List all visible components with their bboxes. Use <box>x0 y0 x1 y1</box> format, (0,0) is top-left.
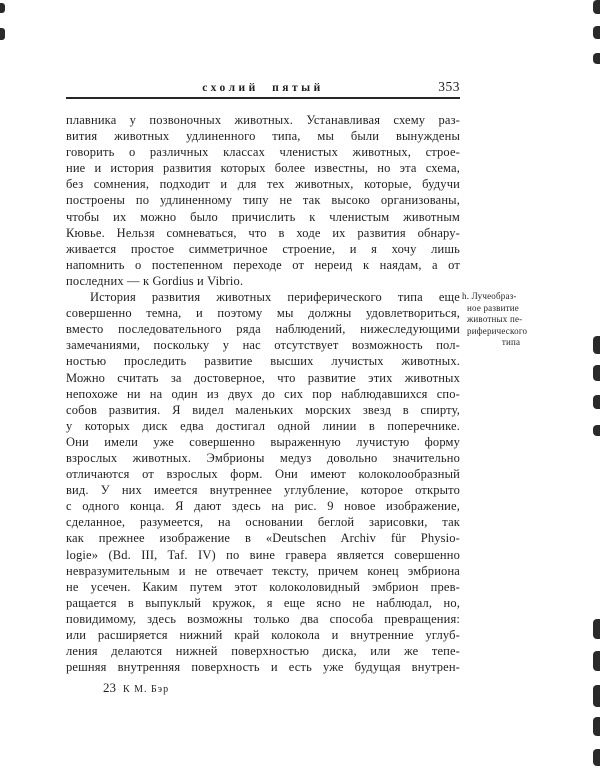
text-line: с одного конца. Я дают здесь на рис. 9 новое изображение, <box>66 499 460 514</box>
text-line: вития животных удлиненного типа, мы были вынуждены <box>66 129 460 144</box>
text-line: как прежнее изображение в «Deutschen Archiv für Physio- <box>66 531 460 546</box>
margin-note-line: типа <box>501 337 521 348</box>
text-line: живается простое симметричное строение, и я хочу лишь <box>66 241 460 256</box>
signature-number: 23 <box>103 680 116 695</box>
scan-mark <box>593 749 600 766</box>
signature-name: К М. Бэр <box>123 684 170 695</box>
text-line: отличаются от взрослых форм. Они имеют колоколообразный <box>66 467 460 482</box>
text-line: ние и история развития которых более известны, но эта схема, <box>66 161 460 176</box>
text-line: повидимому, здесь возможны только два способа превращения: <box>66 611 460 626</box>
text-line: или расширяется нижний край колокола и внутренние углуб- <box>66 628 460 642</box>
text-line: построены по удлиненному типу не так высоко организованы, <box>66 193 460 208</box>
text-line: Они имели уже совершенно выраженную лучистую форму <box>66 434 460 449</box>
text-line: ращается в выпуклый кружок, я еще ясно не наблюдал, но, <box>66 595 460 610</box>
margin-note-line: животных пе- <box>467 314 523 325</box>
text-line: напомнить о постепенном переходе от нереид к наядам, а от <box>66 257 460 272</box>
page-number: 353 <box>438 79 460 94</box>
running-title: схолий пятый <box>202 82 324 94</box>
text-line: плавника у позвоночных животных. Устанавливая схему раз- <box>66 113 460 127</box>
text-line: непохоже ни на один из двух до сих пор наблюдавшихся спо- <box>66 386 460 401</box>
text-line: невразумительным и не отвечает тексту, причем конец эмбриона <box>66 563 460 578</box>
margin-note <box>462 291 560 349</box>
scan-mark <box>593 26 600 39</box>
paragraph <box>66 289 460 675</box>
text-line: не усечен. Каким путем этот колоколовидный эмбрион прев- <box>66 579 460 594</box>
text-line: вместо последовательного ряда наблюдений, нижеследующими <box>66 322 460 337</box>
scan-mark <box>593 685 600 707</box>
scan-mark <box>593 619 600 639</box>
paragraph <box>66 112 460 289</box>
margin-note-line: h. Лучеобраз- <box>462 291 517 301</box>
text-line: последних — к Gordius и Vibrio. <box>66 273 244 288</box>
scan-mark <box>593 425 600 436</box>
text-line: Кювье. Нельзя сомневаться, что в ходе их развития обнару- <box>66 225 460 240</box>
margin-note-line: ное развитие <box>467 302 519 313</box>
scan-mark <box>593 395 600 409</box>
scan-mark <box>0 3 5 13</box>
text-line: замечаниями, поскольку у нас отсутствует возможность пол- <box>66 338 460 353</box>
text-line: совершенно темна, и поэтому мы должны удовлетвориться, <box>66 306 460 321</box>
text-column <box>66 112 460 675</box>
scan-mark <box>593 336 600 354</box>
text-line: взрослых животных. Эмбрионы медуз довольно значительно <box>66 450 460 465</box>
text-line: собов развития. Я видел маленьких морских звезд в спирту, <box>66 402 460 417</box>
page-header <box>66 80 460 96</box>
text-line: История развития животных периферического типа еще <box>90 290 460 305</box>
scan-mark <box>593 0 600 14</box>
text-line: сделанное, разумеется, на основании беглой зарисовки, так <box>66 515 460 530</box>
text-line: без сомнения, подходит и для тех животных, которые, будучи <box>66 177 460 192</box>
text-line: вид. У них имеется внутреннее углубление, которое открыто <box>66 483 460 498</box>
text-line: ностью проследить развитие высших лучистых животных. <box>66 354 460 369</box>
text-line: у которых диск едва достигал одной линии в поперечнике. <box>66 418 460 433</box>
scan-mark <box>593 53 600 64</box>
scan-mark <box>593 717 600 736</box>
printers-signature <box>103 680 169 696</box>
text-line: ления делаются нижней поверхностью диска, или же тепе- <box>66 644 460 659</box>
text-line: решняя внутренняя поверхность и есть уже будущая внутрен- <box>66 660 460 675</box>
scan-mark <box>593 365 600 381</box>
header-rule <box>66 97 460 99</box>
scan-mark <box>593 651 600 671</box>
scan-mark <box>0 28 5 40</box>
text-line: чтобы их можно было причислить к членистым животным <box>66 209 460 224</box>
text-line: logie» (Bd. III, Taf. IV) по вине гравера является совершенно <box>66 547 460 562</box>
text-line: Можно считать за достоверное, что развитие этих животных <box>66 370 460 385</box>
text-line: говорить о различных классах членистых животных, строе- <box>66 145 460 160</box>
margin-note-line: риферического <box>467 325 528 336</box>
